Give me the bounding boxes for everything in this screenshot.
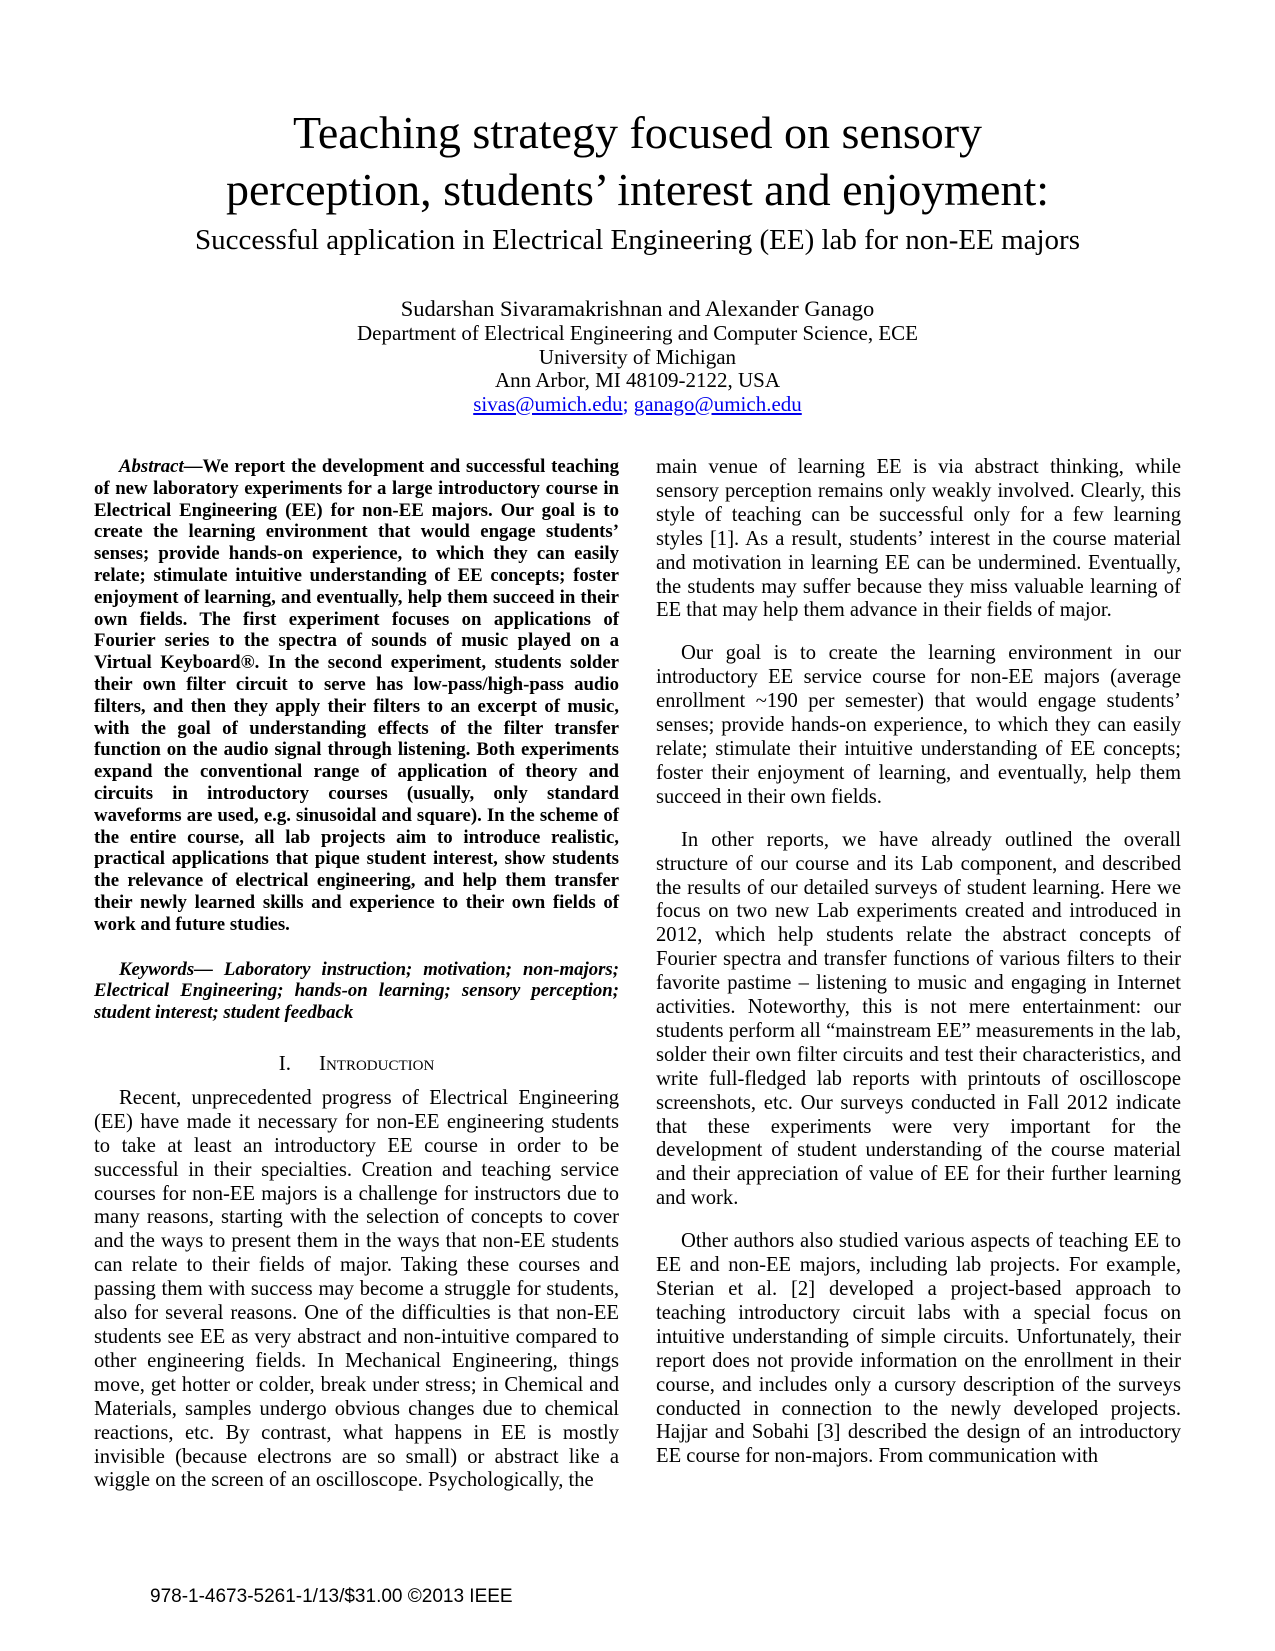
body-paragraph-continuation: main venue of learning EE is via abstract thinking, while sensory perception remains only weakly involved. Clearly, this style of teaching can be successful only for a few learning styles [1]. As a result, students’ interest in the course material and motivation in learning EE can be undermined. Eventually, the students may suffer because they miss valuable learning of EE that may help them advance in their fields of major. bbox=[656, 456, 1181, 622]
abstract-paragraph bbox=[94, 456, 619, 936]
email-link-second-author[interactable]: ganago@umich.edu bbox=[633, 391, 802, 416]
section-title: Introduction bbox=[318, 1050, 435, 1075]
abstract-lead-label: Abstract bbox=[119, 456, 184, 477]
keywords-paragraph bbox=[94, 959, 619, 1024]
paper-title bbox=[0, 104, 1275, 218]
intro-paragraph-left: Recent, unprecedented progress of Electrical Engineering (EE) have made it necessary for non-EE engineering students to take at least an introductory EE course in order to be successful in their specialties. Creation and teaching service courses for non-EE majors is a challenge for instructors due to many reasons, starting with the selection of concepts to cover and the ways to present them in the ways that non-EE students can relate to their fields of major. Taking these courses and passing them with success may become a struggle for students, also for several reasons. One of the difficulties is that non-EE students see EE as very abstract and non-intuitive compared to other engineering fields. In Mechanical Engineering, things move, get hotter or colder, break under stress; in Chemical and Materials, samples undergo obvious changes due to chemical reactions, etc. By contrast, what happens in EE is mostly invisible (because electrons are so small) or abstract like a wiggle on the screen of an oscilloscope. Psychologically, the bbox=[94, 1086, 619, 1492]
paper-title-line1: Teaching strategy focused on sensory bbox=[292, 107, 983, 158]
section-heading-introduction bbox=[94, 1051, 619, 1076]
copyright-notice: 978-1-4673-5261-1/13/$31.00 ©2013 IEEE bbox=[150, 1586, 513, 1607]
keywords-text: Laboratory instruction; motivation; non-majors; Electrical Engineering; hands-on learning; sensory perception; student interest; student feedback bbox=[94, 958, 619, 1024]
author-emails bbox=[0, 393, 1275, 417]
abstract-text: We report the development and successful teaching of new laboratory experiments for a large introductory course in Electrical Engineering (EE) for non-EE majors. Our goal is to create the learning environment that would engage students’ senses; provide hands-on experience, to which they can easily relate; stimulate intuitive understanding of EE concepts; foster enjoyment of learning, and eventually, help them succeed in their own fields. The first experiment focuses on applications of Fourier series to the spectra of sounds of music played on a Virtual Keyboard®. In the second experiment, students solder their own filter circuit to serve has low-pass/high-pass audio filters, and then they apply their filters to an excerpt of music, with the goal of understanding effects of the filter transfer function on the audio signal through listening. Both experiments expand the conventional range of application of theory and circuits in introductory courses (usually, only standard waveforms are used, e.g. sinusoidal and square). In the scheme of the entire course, all lab projects aim to introduce realistic, practical applications that pique student interest, show students the relevance of electrical engineering, and help them transfer their newly learned skills and experience to their own fields of work and future studies. bbox=[94, 456, 619, 935]
abstract-dash: — bbox=[183, 456, 203, 477]
body-paragraph-goal: Our goal is to create the learning environment in our introductory EE service course for non-EE majors (average enrollment ~190 per semester) that would engage students’ senses; provide hands-on experience, to which they can easily relate; stimulate their intuitive understanding of EE concepts; foster their enjoyment of learning, and eventually, help them succeed in their own fields. bbox=[656, 642, 1181, 808]
email-link-first-author[interactable]: sivas@umich.edu bbox=[473, 391, 623, 416]
body-paragraph-other-authors: Other authors also studied various aspects of teaching EE to EE and non-EE majors, including lab projects. For example, Sterian et al. [2] developed a project-based approach to teaching introductory circuit labs with a special focus on intuitive understanding of simple circuits. Unfortunately, their report does not provide information on the enrollment in their course, and includes only a cursory description of the surveys conducted in connection to the newly developed projects. Hajjar and Sobahi [3] described the design of an introductory EE course for non-majors. From communication with bbox=[656, 1230, 1181, 1468]
paper-title-line2: perception, students’ interest and enjoyment: bbox=[225, 164, 1050, 215]
email-separator: ; bbox=[622, 391, 634, 416]
right-column bbox=[656, 456, 1181, 1512]
two-column-body bbox=[94, 456, 1181, 1512]
affiliation-department: Department of Electrical Engineering and Computer Science, ECE bbox=[357, 321, 918, 345]
affiliation-address: Ann Arbor, MI 48109-2122, USA bbox=[495, 368, 780, 392]
affiliation-university: University of Michigan bbox=[538, 344, 737, 369]
keywords-lead-label: Keywords— bbox=[119, 958, 213, 980]
author-names: Sudarshan Sivaramakrishnan and Alexander Ganago bbox=[400, 296, 875, 321]
paper-header bbox=[0, 104, 1275, 416]
left-column bbox=[94, 456, 619, 1512]
body-paragraph-other-reports: In other reports, we have already outlined the overall structure of our course and its Lab component, and described the results of our detailed surveys of student learning. Here we focus on two new Lab experiments created and introduced in 2012, which help students relate the abstract concepts of Fourier spectra and transfer functions of various filters to their favorite pastime – listening to music and engaging in Internet activities. Noteworthy, this is not mere entertainment: our students perform all “mainstream EE” measurements in the lab, solder their own filter circuits and test their characteristics, and write full-fledged lab reports with printouts of oscilloscope screenshots, etc. Our surveys conducted in Fall 2012 indicate that these experiments were very important for the development of student understanding of the course material and their appreciation of value of EE for their further learning and work. bbox=[656, 828, 1181, 1210]
section-number: I. bbox=[278, 1050, 291, 1075]
paper-subtitle: Successful application in Electrical Engineering (EE) lab for non-EE majors bbox=[195, 224, 1080, 256]
